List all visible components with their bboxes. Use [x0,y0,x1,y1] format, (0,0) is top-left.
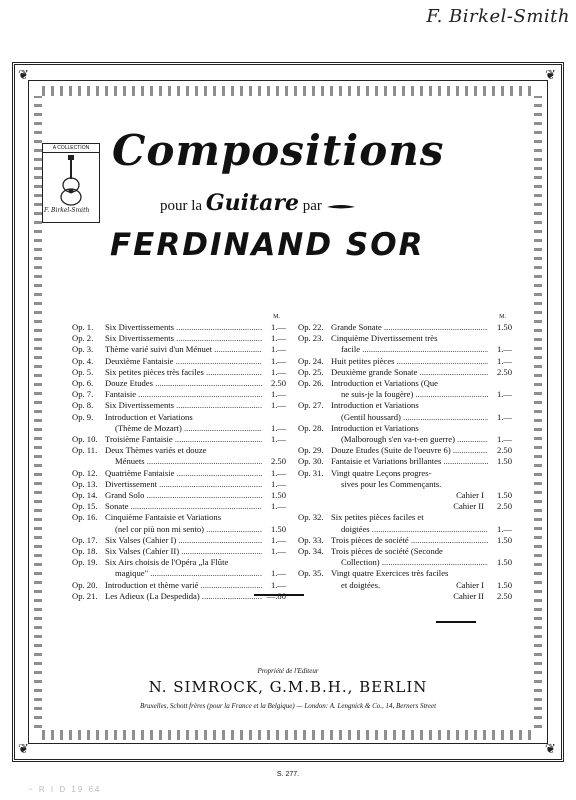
price: 1.— [270,389,286,400]
price: 1.— [270,579,286,590]
catalog-entry [72,535,286,546]
opus-number: Op. 14. [72,490,98,501]
opus-number: Op. 3. [72,344,94,355]
catalog-entry [298,524,512,535]
opus-number: Op. 2. [72,333,94,344]
catalog-entry [72,580,286,591]
cahier-label: Cahier I [456,579,484,590]
opus-number: Op. 6. [72,378,94,389]
work-title: Les Adieux (La Despedida) ..... [105,591,262,602]
library-stamp: ~ R I D 19 64 [28,785,102,794]
work-title: Introduction et thème varié ..... [105,580,262,591]
opus-number: Op. 26. [298,378,324,389]
price: 1.— [270,355,286,366]
work-title: Trois pièces de société ..... [331,535,488,546]
opus-number: Op. 21. [72,590,98,601]
work-title: Quatrième Fantaisie ..... [105,468,262,479]
price: 1.50 [270,523,286,534]
price [262,591,286,602]
opus-number: Op. 7. [72,389,94,400]
work-title: Introduction et Variations [331,422,419,433]
catalog-entry [298,546,512,557]
opus-number: Op. 18. [72,546,98,557]
work-title: Sonate ..... [105,501,262,512]
corner-ornament-icon: ❦ [545,741,556,756]
work-title: Trois pièces de société (Seconde [331,546,443,557]
catalog-entry [298,356,512,367]
catalog-entry [72,456,286,467]
catalog-entry [72,423,286,434]
catalog-entry [72,490,286,501]
price: 2.50 [270,378,286,389]
work-title: (Gentil houssard) ..... [331,412,488,423]
price: 1.50 [496,534,512,545]
catalog-entry [72,445,286,456]
work-title: Cinquième Divertissement très [331,333,438,344]
catalog-entry [72,400,286,411]
work-title: Vingt quatre Exercices très faciles [331,568,449,579]
work-title: Six petites pièces très faciles ..... [105,367,262,378]
work-title: Introduction et Variations [331,400,419,411]
page-title: Compositions [112,126,445,175]
price: 2.50 [496,590,512,601]
price-header: M. [499,314,506,320]
catalog-entry [72,568,286,579]
opus-number: Op. 11. [72,445,98,456]
work-title: Introduction et Variations (Que [331,378,438,389]
work-title: Deuxième grande Sonate ..... [331,367,488,378]
work-title: Six Valses (Cahier I) ..... [105,535,262,546]
catalog-entry [298,501,512,512]
catalog-entry [72,557,286,568]
price: 1.— [496,389,512,400]
catalog-entry [298,557,512,568]
work-title: Collection) ..... [331,557,488,568]
price: 2.50 [496,445,512,456]
opus-number: Op. 25. [298,366,324,377]
opus-number: Op. 29. [298,445,324,456]
work-title: Fantaisie ..... [105,389,262,400]
catalog-entry [72,322,286,333]
opus-number: Op. 16. [72,512,98,523]
work-title: Douze Etudes ..... [105,378,262,389]
work-title: Deuxième Fantaisie ..... [105,356,262,367]
work-title: Cinquième Fantaisie et Variations [105,512,222,523]
subtitle-prefix: pour la [160,198,203,214]
publisher-name: N. SIMROCK, G.M.B.H., BERLIN [148,678,428,696]
catalog-entry [72,356,286,367]
catalog-entry [298,468,512,479]
work-title: Fantaisie et Variations brillantes ..... [331,456,488,467]
opus-number: Op. 22. [298,322,324,332]
opus-number: Op. 12. [72,467,98,478]
catalog-entry [72,333,286,344]
catalog-entry [72,479,286,490]
price: 1.50 [496,490,512,501]
work-title: Thème varié suivi d'un Ménuet ..... [105,344,262,355]
subtitle [160,190,356,216]
price: 1.— [270,400,286,411]
opus-number: Op. 4. [72,355,94,366]
work-title: Deux Thèmes variés et douze [105,445,207,456]
work-title: Vingt quatre Leçons progres- [331,467,432,478]
opus-number: Op. 15. [72,501,98,512]
catalog-entry [298,434,512,445]
opus-number: Op. 34. [298,546,324,557]
work-title: Six Divertissements ..... [105,400,262,411]
price: 1.— [496,434,512,445]
price: 1.— [270,434,286,445]
opus-number: Op. 20. [72,579,98,590]
price: 2.50 [270,456,286,467]
underline-mark [436,621,476,623]
price: 1.— [270,501,286,512]
work-title: (nel cor più non mi sento) ..... [105,524,262,535]
frieze-top [42,86,534,96]
stamp-header: A COLLECTION [43,144,99,153]
price: 1.— [270,422,286,433]
catalog-entry [298,367,512,378]
work-title: doigtées ..... [331,524,488,535]
catalog-entry [72,546,286,557]
guitar-icon [43,153,99,208]
catalog-entry [72,501,286,512]
catalog-entry [298,591,512,602]
opus-number: Op. 23. [298,333,324,344]
price: 1.— [270,322,286,332]
catalog-entry [298,479,512,490]
price: 1.50 [496,579,512,590]
frieze-left [34,96,42,728]
catalog-entry [72,524,286,535]
catalog-entry [298,344,512,355]
opus-number: Op. 13. [72,478,98,489]
catalog-entry [298,400,512,411]
cahier-label: Cahier II [453,501,484,512]
opus-number: Op. 35. [298,568,324,579]
opus-number: Op. 33. [298,534,324,545]
work-title: magique" ..... [105,568,262,579]
catalog-entry [298,490,512,501]
catalog-entry [298,412,512,423]
catalog-entry [298,580,512,591]
opus-number: Op. 9. [72,411,94,422]
opus-number: Op. 24. [298,355,324,366]
frieze-right [534,96,542,728]
opus-number: Op. 5. [72,366,94,377]
price: 1.— [270,366,286,377]
catalog-entry [298,333,512,344]
price: 1.50 [270,490,286,501]
work-title: (Thème de Mozart) ..... [105,423,262,434]
opus-number: Op. 30. [298,456,324,467]
work-title: Six Divertissements ..... [105,333,262,344]
work-title: (Malborough s'en va-t-en guerre) ..... [331,434,488,445]
catalog-entry [72,512,286,523]
opus-number: Op. 19. [72,557,98,568]
catalog-entry [298,456,512,467]
work-title: Six Airs choisis de l'Opéra „la Flûte [105,557,229,568]
work-title: ne suis-je la fougère) ..... [331,389,488,400]
catalog-entry [298,512,512,523]
price: 1.50 [496,322,512,332]
price: 1.— [270,478,286,489]
price: 2.50 [496,501,512,512]
price: 1.— [270,344,286,355]
catalog-entry [298,378,512,389]
work-title: sives pour les Commençants. [341,478,442,489]
composer-name: FERDINAND SOR [110,227,425,263]
corner-ornament-icon: ❦ [18,741,29,756]
catalog-entry [72,344,286,355]
price: 1.— [270,467,286,478]
subtitle-instrument: Guitare [205,190,299,216]
catalog-entry [72,468,286,479]
price: 1.— [270,333,286,344]
price-header: M. [273,314,280,320]
price: 1.50 [496,456,512,467]
work-title: Troisième Fantaisie ..... [105,434,262,445]
price: 1.— [270,568,286,579]
publisher-label: Propriété de l'Editeur [257,667,319,675]
catalog-entry [298,389,512,400]
flourish-icon [326,203,356,211]
opus-number: Op. 27. [298,400,324,411]
catalog-entry [72,434,286,445]
work-title: Grande Sonate ..... [331,322,488,333]
price: 1.50 [496,557,512,568]
corner-ornament-icon: ❦ [545,67,556,82]
work-title: Six Divertissements ..... [105,322,262,333]
underline-mark [254,594,304,596]
price: 1.— [270,546,286,557]
catalog-right-column [298,314,512,602]
catalog-entry [72,367,286,378]
price: 1.— [270,534,286,545]
opus-number: Op. 8. [72,400,94,411]
catalog-entry [298,445,512,456]
work-title: Six petites pièces faciles et [331,512,424,523]
publisher-addresses: Bruxelles, Schott frères (pour la France et la Belgique) — London: A. Lengnick & Co., 14, Berners Street [139,702,437,710]
handwritten-signature: F. Birkel-Smith [426,6,570,27]
plate-number: S. 277. [276,771,300,778]
stamp-signature: F. Birkel-Smith [44,207,90,214]
work-title: Six Valses (Cahier II) ..... [105,546,262,557]
work-title: et doigtées. [341,579,381,590]
cahier-label: Cahier II [453,590,484,601]
opus-number: Op. 1. [72,322,94,332]
work-title: Huit petites pièces ..... [331,356,488,367]
opus-number: Op. 17. [72,534,98,545]
opus-number: Op. 10. [72,434,98,445]
opus-number: Op. 32. [298,512,324,523]
work-title: Grand Solo ..... [105,490,262,501]
catalog-entry [72,412,286,423]
work-title: Divertissement ..... [105,479,262,490]
price: 2.50 [496,366,512,377]
work-title: Ménuets ..... [105,456,262,467]
work-title: Douze Etudes (Suite de l'oeuvre 6) ..... [331,445,488,456]
catalog-entry [72,591,286,602]
opus-number: Op. 31. [298,467,324,478]
price: 1.— [496,523,512,534]
catalog-entry [72,378,286,389]
cahier-label: Cahier I [456,490,484,501]
work-title: facile ..... [331,344,488,355]
catalog-entry [298,322,512,333]
catalog [72,314,512,602]
frieze-bottom [42,730,534,740]
catalog-left-column [72,314,286,602]
price: 1.— [496,411,512,422]
corner-ornament-icon: ❦ [18,67,29,82]
catalog-entry [298,423,512,434]
work-title: Introduction et Variations [105,411,193,422]
subtitle-suffix: par [302,198,322,214]
catalog-entry [298,535,512,546]
price: 1.— [496,344,512,355]
opus-number: Op. 28. [298,422,324,433]
catalog-entry [298,568,512,579]
catalog-entry [72,389,286,400]
price: 1.— [496,355,512,366]
